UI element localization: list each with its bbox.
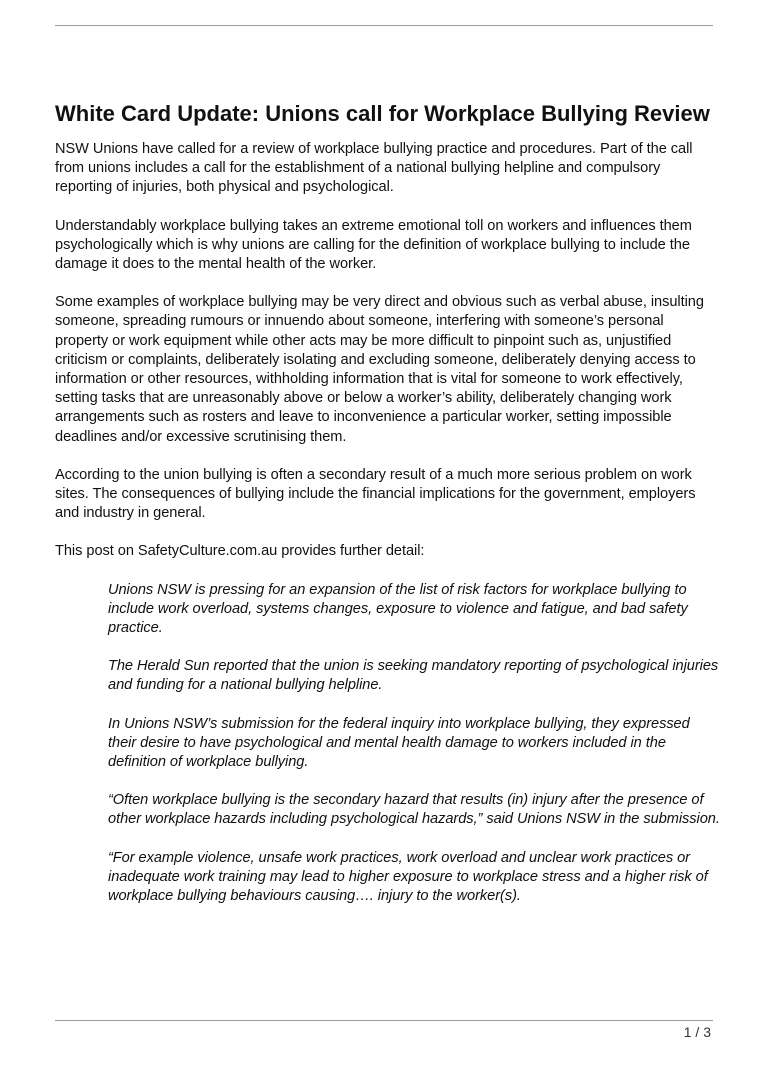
quote-paragraph: In Unions NSW’s submission for the federal inquiry into workplace bullying, they expressed their desire to have psychological and mental health damage to workers included in the definition of workplace bullying. <box>108 715 690 771</box>
article-body <box>55 100 720 925</box>
quote-paragraph: The Herald Sun reported that the union is seeking mandatory reporting of psychological injuries and funding for a national bullying helpline. <box>108 658 719 694</box>
paragraph-consequences: According to the union bullying is often a secondary result of a much more serious problem on work sites. The consequences of bullying include the financial implications for the government, employers and industry in general. <box>55 466 696 522</box>
paragraph-emotional-toll: Understandably workplace bullying takes an extreme emotional toll on workers and influences them psychologically which is why unions are calling for the definition of workplace bullying to include the damage it does to the mental health of the worker. <box>55 217 692 273</box>
article-title: White Card Update: Unions call for Workplace Bullying Review <box>55 101 710 126</box>
paragraph-intro: NSW Unions have called for a review of workplace bullying practice and procedures. Part of the call from unions includes a call for the establishment of a national bullying helpline and compulsory reporting of injuries, both physical and psychological. <box>55 141 693 196</box>
quote-paragraph: Unions NSW is pressing for an expansion of the list of risk factors for workplace bullying to include work overload, systems changes, exposure to violence and fatigue, and bad safety practice. <box>108 581 688 637</box>
blockquote <box>108 581 720 907</box>
paragraph-source-intro: This post on SafetyCulture.com.au provides further detail: <box>55 543 425 560</box>
quote-paragraph: “For example violence, unsafe work practices, work overload and unclear work practices or inadequate work training may lead to higher exposure to workplace stress and a higher risk of workplace bullying behaviours causing…. injury to the worker(s). <box>108 849 708 905</box>
footer-divider <box>55 1020 713 1021</box>
page-number: 1 / 3 <box>683 1024 711 1040</box>
header-divider <box>55 25 713 26</box>
paragraph-examples: Some examples of workplace bullying may be very direct and obvious such as verbal abuse, insulting someone, spreading rumours or innuendo about someone, interfering with someone’s personal property or work equipment while other acts may be more difficult to pinpoint such as, unjustified criticism or complaints, deliberately isolating and excluding someone, deliberately denying access to information or other resources, withholding information that is vital for someone to work effectively, setting tasks that are unreasonably above or below a worker’s ability, deliberately changing work arrangements such as rosters and leave to inconvenience a particular worker, setting impossible deadlines and/or excessive scrutinising them. <box>55 294 704 445</box>
quote-paragraph: “Often workplace bullying is the secondary hazard that results (in) injury after the presence of other workplace hazards including psychological hazards,” said Unions NSW in the submission. <box>108 792 720 828</box>
